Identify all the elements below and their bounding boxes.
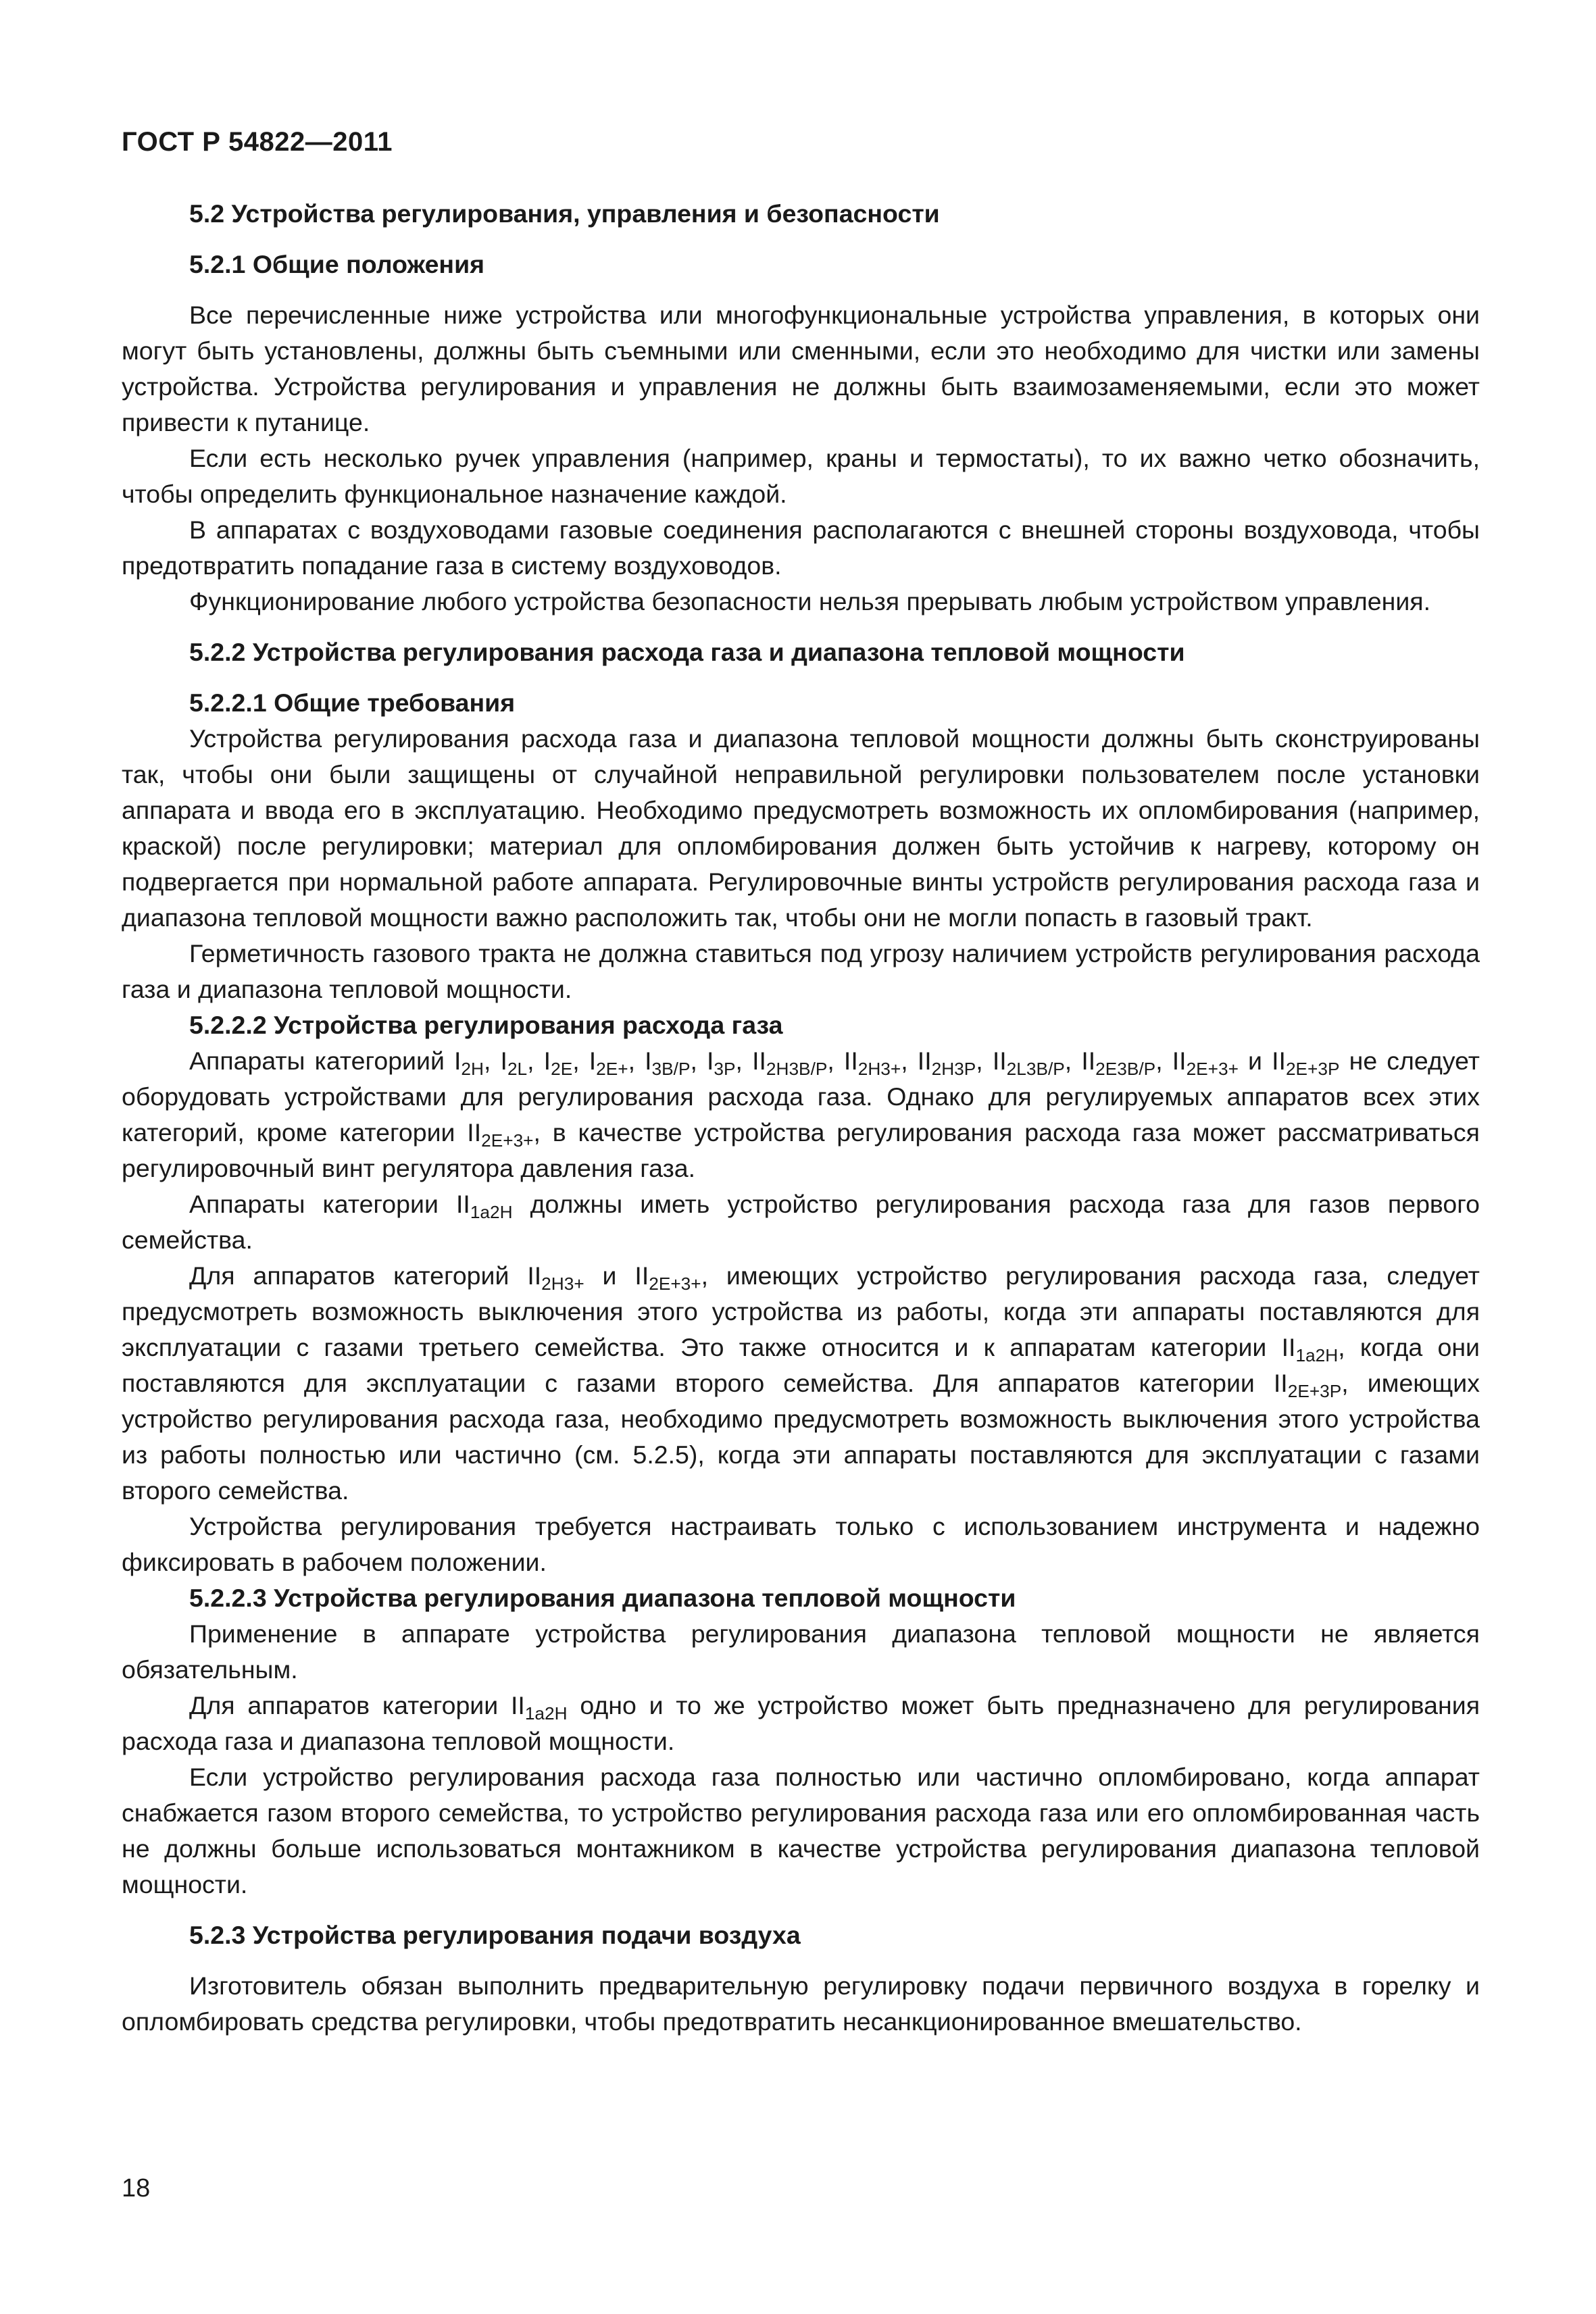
category-code: $II_{2E3B/P}$ bbox=[1081, 1047, 1156, 1079]
category-code: $I_{2L}$ bbox=[500, 1047, 528, 1079]
paragraph: Если устройство регулирования расхода газа полностью или частично опломбировано, когда аппарат снабжается газом второго семейства, то устройство регулирования расхода газа или его опломбированная часть не должны больше использоваться монтажником в качестве устройства регулирования диапазона тепловой мощности. bbox=[122, 1763, 1480, 1898]
paragraph: Для аппаратов категории $II_{1a2H}$ одно и то же устройство может быть предназначено для регулирования расхода газа и диапазона тепловой мощности. bbox=[122, 1691, 1480, 1755]
category-code: $I_{2E}$ bbox=[543, 1047, 573, 1079]
paragraph: Устройства регулирования требуется настраивать только с использованием инструмента и надежно фиксировать в рабочем положении. bbox=[122, 1512, 1480, 1576]
paragraph: Герметичность газового тракта не должна ставиться под угрозу наличием устройств регулирования расхода газа и диапазона тепловой мощности. bbox=[122, 939, 1480, 1003]
category-code: $II_{2E+3+}$ bbox=[1172, 1047, 1239, 1079]
page-number: 18 bbox=[122, 2174, 151, 2203]
section-heading-5-2-1: 5.2.1 Общие положения bbox=[189, 250, 485, 278]
category-code: $II_{2E+3+}$ bbox=[467, 1118, 534, 1151]
section-heading-5-2: 5.2 Устройства регулирования, управления и безопасности bbox=[189, 199, 940, 228]
document-body bbox=[122, 196, 1480, 2040]
category-code: $I_{2H}$ bbox=[454, 1047, 484, 1079]
category-code: $II_{2H3+}$ bbox=[527, 1261, 584, 1294]
paragraph: Аппараты категории $II_{1a2H}$ должны иметь устройство регулирования расхода газа для газов первого семейства. bbox=[122, 1190, 1480, 1254]
paragraph: Изготовитель обязан выполнить предварительную регулировку подачи первичного воздуха в горелку и опломбировать средства регулировки, чтобы предотвратить несанкционированное вмешательство. bbox=[122, 1971, 1480, 2036]
category-code: $II_{1a2H}$ bbox=[1281, 1333, 1339, 1365]
paragraph: Устройства регулирования расхода газа и диапазона тепловой мощности должны быть сконструированы так, чтобы они были защищены от случайной неправильной регулировки пользователем после установки аппарата и ввода его в эксплуатацию. Необходимо предусмотреть возможность их опломбирования (например, краской) после регулировки; материал для опломбирования должен быть устойчив к нагреву, которому он подвергается при нормальной работе аппарата. Регулировочные винты устройств регулирования расхода газа и диапазона тепловой мощности важно расположить так, чтобы они не могли попасть в газовый тракт. bbox=[122, 724, 1480, 932]
paragraph: Все перечисленные ниже устройства или многофункциональные устройства управления, в которых они могут быть установлены, должны быть съемными или сменными, если это необходимо для чистки или замены устройства. Устройства регулирования и управления не должны быть взаимозаменяемыми, если это может привести к путанице. bbox=[122, 301, 1480, 436]
category-code: $I_{3B/P}$ bbox=[645, 1047, 691, 1079]
category-code: $II_{2E+3P}$ bbox=[1273, 1369, 1342, 1401]
document-header: ГОСТ Р 54822—2011 bbox=[122, 127, 393, 157]
paragraph: В аппаратах с воздуховодами газовые соединения располагаются с внешней стороны воздуховода, чтобы предотвратить попадание газа в систему воздуховодов. bbox=[122, 515, 1480, 580]
section-heading-5-2-3: 5.2.3 Устройства регулирования подачи воздуха bbox=[189, 1921, 801, 1949]
section-heading-5-2-2-3: 5.2.2.3 Устройства регулирования диапазона тепловой мощности bbox=[189, 1584, 1016, 1612]
category-code: $II_{2H3B/P}$ bbox=[752, 1047, 828, 1079]
category-code: $II_{2E+3+}$ bbox=[634, 1261, 701, 1294]
category-code: $II_{1a2H}$ bbox=[510, 1691, 568, 1724]
category-code: $I_{2E+}$ bbox=[589, 1047, 628, 1079]
category-code: $I_{3P}$ bbox=[707, 1047, 736, 1079]
paragraph-categories: Аппараты категориий $I_{2H}$, $I_{2L}$, $I_{2E}$, $I_{2E+}$, $I_{3B/P}$, $I_{3P}$, $II_{2H3B/P}$, $II_{2H3+}$, $II_{2H3P}$, $II_{2L3B/P}$, $II_{2E3B/P}$, $II_{2E+3+}$ и $II_{2E+3P}$ не следует оборудовать устройствами для регулирования расхода газа. Однако для регулируемых аппаратов всех этих категорий, кроме категории $II_{2E+3+}$, в качестве устройства регулирования расхода газа может рассматриваться регулировочный винт регулятора давления газа. bbox=[122, 1047, 1480, 1182]
category-code: $II_{2H3+}$ bbox=[843, 1047, 901, 1079]
paragraph: Функционирование любого устройства безопасности нельзя прерывать любым устройством управления. bbox=[189, 587, 1431, 615]
category-code: $II_{1a2H}$ bbox=[455, 1190, 513, 1222]
section-heading-5-2-2-2: 5.2.2.2 Устройства регулирования расхода газа bbox=[189, 1011, 783, 1039]
category-list: $I_{2H}$, $I_{2L}$, $I_{2E}$, $I_{2E+}$, $I_{3B/P}$, $I_{3P}$, $II_{2H3B/P}$, $II_{2H3+}$, $II_{2H3P}$, $II_{2L3B/P}$, $II_{2E3B/P}$, $II_{2E+3+}$ bbox=[454, 1047, 1239, 1079]
category-code: $II_{2E+3P}$ bbox=[1272, 1047, 1340, 1079]
category-code: $II_{2L3B/P}$ bbox=[992, 1047, 1065, 1079]
section-heading-5-2-2-1: 5.2.2.1 Общие требования bbox=[189, 688, 516, 717]
paragraph: Если есть несколько ручек управления (например, краны и термостаты), то их важно четко обозначить, чтобы определить функциональное назначение каждой. bbox=[122, 444, 1480, 508]
category-code: $II_{2H3P}$ bbox=[917, 1047, 976, 1079]
paragraph: Для аппаратов категорий $II_{2H3+}$ и $II_{2E+3+}$, имеющих устройство регулирования расхода газа, следует предусмотреть возможность выключения этого устройства из работы, когда эти аппараты поставляются для эксплуатации с газами третьего семейства. Это также относится и к аппаратам категории $II_{1a2H}$, когда они поставляются для эксплуатации с газами второго семейства. Для аппаратов категории $II_{2E+3P}$, имеющих устройство регулирования расхода газа, необходимо предусмотреть возможность выключения этого устройства из работы полностью или частично (см. 5.2.5), когда эти аппараты поставляются для эксплуатации с газами второго семейства. bbox=[122, 1261, 1480, 1505]
paragraph: Применение в аппарате устройства регулирования диапазона тепловой мощности не является обязательным. bbox=[122, 1619, 1480, 1684]
section-heading-5-2-2: 5.2.2 Устройства регулирования расхода газа и диапазона тепловой мощности bbox=[189, 638, 1185, 666]
